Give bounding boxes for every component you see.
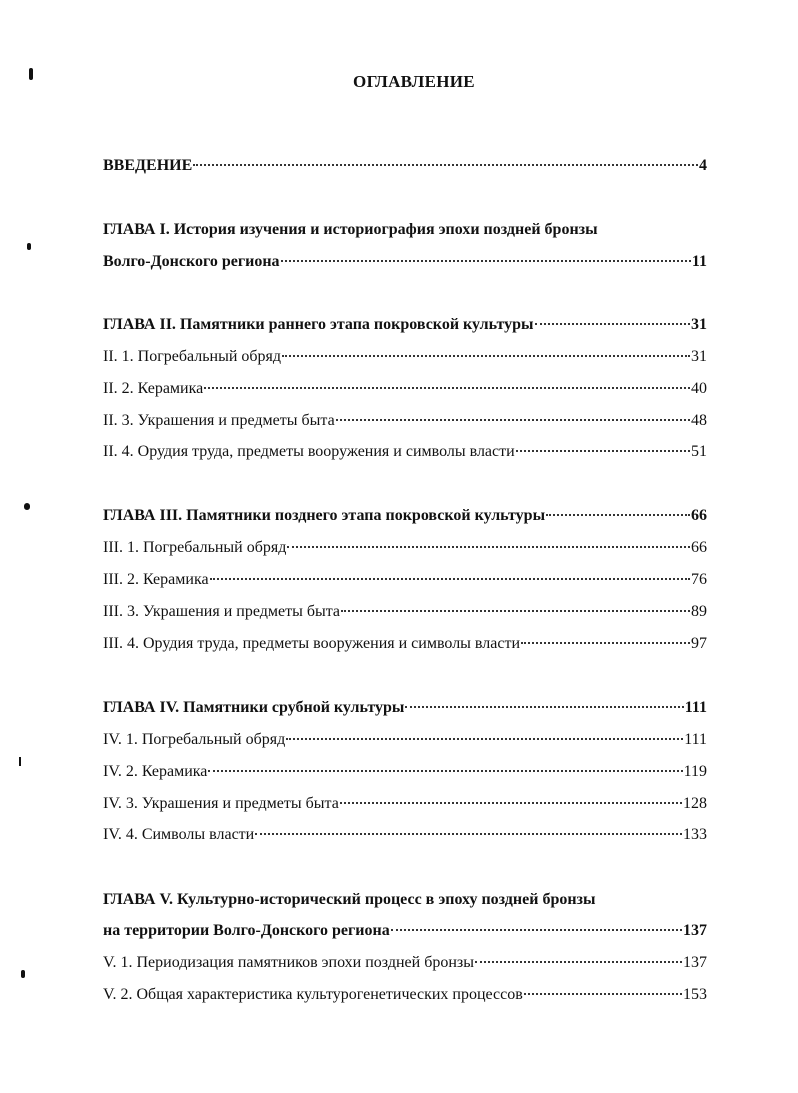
toc-entry-page: 76 — [691, 571, 707, 588]
dot-leader — [204, 387, 690, 389]
toc-section — [103, 443, 707, 465]
toc-entry-label: II. 2. Керамика — [103, 380, 204, 397]
toc-entry-page: 51 — [691, 443, 707, 460]
toc-entry-label: III. 1. Погребальный обряд — [103, 539, 287, 556]
toc-section — [103, 571, 707, 593]
dot-leader — [281, 260, 691, 262]
toc-entry-label: V. 1. Периодизация памятников эпохи поздней бронзы — [103, 954, 474, 971]
toc-entry-introduction — [103, 157, 707, 179]
toc-section — [103, 795, 707, 817]
dot-leader — [208, 770, 682, 772]
toc-entry-label: IV. 3. Украшения и предметы быта — [103, 795, 339, 812]
dot-leader — [524, 993, 682, 995]
toc-section — [103, 635, 707, 657]
toc-chapter-3 — [103, 507, 707, 529]
dot-leader — [287, 546, 690, 548]
toc-entry-page: 97 — [691, 635, 707, 652]
toc-entry-page: 111 — [684, 699, 707, 716]
page-title: ОГЛАВЛЕНИЕ — [353, 72, 475, 91]
toc-section — [103, 603, 707, 625]
toc-section — [103, 986, 707, 1008]
dot-leader — [340, 802, 682, 804]
toc-entry-label: IV. 2. Керамика — [103, 763, 208, 780]
toc-section — [103, 954, 707, 976]
toc-entry-page: 133 — [683, 826, 707, 843]
scan-mark — [21, 970, 25, 978]
toc-chapter-4 — [103, 699, 707, 721]
toc-chapter-2 — [103, 316, 707, 338]
toc-entry-page: 66 — [691, 539, 707, 556]
toc-entry-label: IV. 1. Погребальный обряд — [103, 731, 286, 748]
toc-entry-label: III. 3. Украшения и предметы быта — [103, 603, 340, 620]
toc-entry-page: 40 — [691, 380, 707, 397]
toc-entry-page: 137 — [683, 922, 707, 939]
toc-entry-label: ВВЕДЕНИЕ — [103, 157, 193, 174]
toc-section — [103, 731, 707, 753]
dot-leader — [546, 514, 690, 516]
toc-entry-page: 153 — [683, 986, 707, 1003]
dot-leader — [391, 929, 682, 931]
toc-entry-label: Волго-Донского региона — [103, 253, 280, 270]
toc-entry-label: ГЛАВА II. Памятники раннего этапа покровской культуры — [103, 316, 534, 333]
dot-leader — [255, 833, 682, 835]
dot-leader — [286, 738, 683, 740]
toc-entry-page: 31 — [691, 316, 707, 333]
toc-entry-page: 119 — [683, 763, 707, 780]
toc-section — [103, 380, 707, 402]
toc-entry-page: 89 — [691, 603, 707, 620]
scan-mark — [24, 503, 30, 510]
toc-entry-page: 4 — [699, 157, 707, 174]
toc-entry-page: 137 — [683, 954, 707, 971]
dot-leader — [193, 164, 698, 166]
dot-leader — [282, 355, 690, 357]
toc-section — [103, 348, 707, 370]
toc-entry-page: 66 — [691, 507, 707, 524]
toc-chapter-5-title: ГЛАВА V. Культурно-исторический процесс в эпоху поздней бронзы — [103, 891, 596, 908]
toc-entry-label: III. 4. Орудия труда, предметы вооружения и символы власти — [103, 635, 521, 652]
toc-entry-label: II. 1. Погребальный обряд — [103, 348, 282, 365]
toc-chapter-1-title: ГЛАВА I. История изучения и историография эпохи поздней бронзы — [103, 221, 598, 238]
toc-entry-page: 11 — [691, 253, 707, 270]
toc-chapter-1 — [103, 253, 707, 275]
scan-mark — [19, 757, 21, 766]
toc-entry-page: 31 — [691, 348, 707, 365]
toc-section — [103, 412, 707, 434]
dot-leader — [405, 706, 683, 708]
toc-entry-label: II. 4. Орудия труда, предметы вооружения и символы власти — [103, 443, 515, 460]
dot-leader — [336, 419, 690, 421]
toc-entry-label: ГЛАВА IV. Памятники срубной культуры — [103, 699, 405, 716]
toc-entry-label: II. 3. Украшения и предметы быта — [103, 412, 335, 429]
toc-entry-page: 48 — [691, 412, 707, 429]
dot-leader — [521, 642, 690, 644]
toc-section — [103, 826, 707, 848]
dot-leader — [341, 610, 690, 612]
toc-entry-label: IV. 4. Символы власти — [103, 826, 255, 843]
toc-section — [103, 763, 707, 785]
dot-leader — [475, 961, 682, 963]
dot-leader — [516, 450, 690, 452]
toc-entry-label: V. 2. Общая характеристика культурогенетических процессов — [103, 986, 523, 1003]
toc-entry-label: ГЛАВА III. Памятники позднего этапа покровской культуры — [103, 507, 546, 524]
toc-entry-label: III. 2. Керамика — [103, 571, 209, 588]
scan-mark — [29, 68, 33, 80]
toc-section — [103, 539, 707, 561]
scan-mark — [27, 243, 31, 250]
dot-leader — [210, 578, 690, 580]
toc-entry-page: 128 — [683, 795, 707, 812]
dot-leader — [535, 323, 691, 325]
toc-entry-page: 111 — [684, 731, 707, 748]
toc-chapter-5 — [103, 922, 707, 944]
toc-entry-label: на территории Волго-Донского региона — [103, 922, 390, 939]
